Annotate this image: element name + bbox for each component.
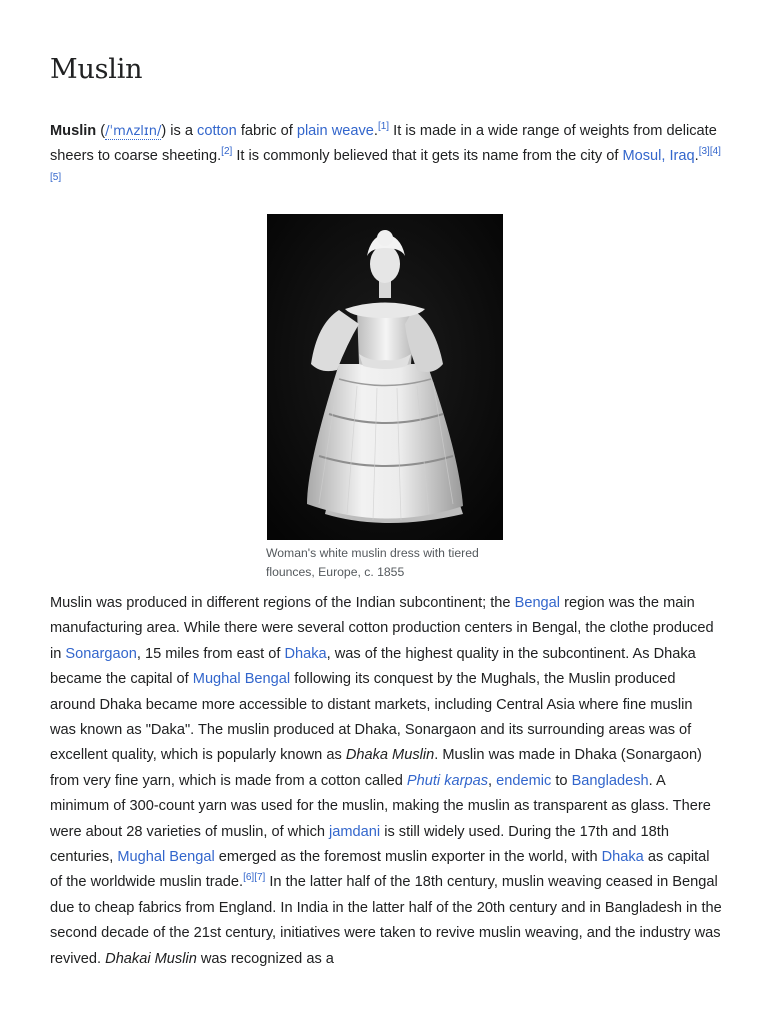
intro-paragraph: Muslin (/ˈmʌzlɪn/) is a cotton fabric of plain weave.[1] It is made in a wide range of weights from delicate sheers to coarse sheeting.[2] It is commonly believed that it gets its name from the city of Mosul, Iraq.[3][4][5] (50, 121, 721, 183)
citation-ref-6[interactable]: [6] (243, 872, 255, 884)
citation-ref-7[interactable]: [7] (254, 872, 266, 884)
link-endemic[interactable]: endemic (496, 772, 552, 789)
link-dhaka-2[interactable]: Dhaka (601, 849, 644, 866)
link-mughal-bengal-2[interactable]: Mughal Bengal (117, 849, 215, 866)
citation-ref-4[interactable]: [4] (709, 146, 721, 158)
link-cotton[interactable]: cotton (197, 123, 237, 139)
italic-dhaka-muslin: Dhaka Muslin (345, 747, 435, 764)
citation-ref-3[interactable]: [3] (698, 146, 710, 158)
link-plain-weave[interactable]: plain weave (296, 123, 374, 139)
citation-ref-1[interactable]: [1] (377, 121, 390, 133)
italic-dhakai-muslin: Dhakai Muslin (105, 950, 197, 967)
page-title: Muslin (50, 54, 143, 85)
figure-caption: Woman's white muslin dress with tiered flounces, Europe, c. 1855 (266, 546, 479, 579)
muslin-dress-image[interactable] (267, 214, 503, 540)
link-mughal-bengal[interactable]: Mughal Bengal (192, 671, 291, 688)
link-bengal[interactable]: Bengal (514, 595, 561, 611)
ipa-pronunciation-link[interactable]: /ˈmʌzlɪn/ (105, 124, 162, 139)
link-phuti-karpas[interactable]: Phuti karpas (406, 772, 489, 789)
citation-ref-5[interactable]: [5] (50, 171, 62, 183)
link-jamdani[interactable]: jamdani (329, 823, 381, 840)
link-mosul-iraq[interactable]: Mosul, Iraq (622, 148, 695, 165)
link-sonargaon[interactable]: Sonargaon (65, 645, 137, 662)
dress-illustration (267, 214, 503, 540)
link-dhaka[interactable]: Dhaka (284, 645, 327, 662)
link-bangladesh[interactable]: Bangladesh (571, 772, 649, 789)
body-paragraph: Muslin was produced in different regions of the Indian subcontinent; the Bengal region was the main manufacturing area. While there were several cotton production centers in Bengal, the clothe produced in Sonargaon, 15 miles from east of Dhaka, was of the highest quality in the subcontinent. As Dhaka became the capital of Mughal Bengal following its conquest by the Mughals, the Muslin produced around Dhaka became more accessible to distant markets, including Central Asia where fine muslin was known as "Daka". The muslin produced at Dhaka, Sonargaon and its surrounding areas was of excellent quality, which is popularly known as Dhaka Muslin. Muslin was made in Dhaka (Sonargaon) from very fine yarn, which is made from a cotton called Phuti karpas, endemic to Bangladesh. A minimum of 300-count yarn was used for the muslin, making the muslin as transparent as glass. There were about 28 varieties of muslin, of which jamdani is still widely used. During the 17th and 18th centuries, Mughal Bengal emerged as the foremost muslin exporter in the world, with Dhaka as capital of the worldwide muslin trade.[6][7] In the latter half of the 18th century, muslin weaving ceased in Bengal due to cheap fabrics from England. In India in the latter half of the 20th century and in Bangladesh in the second decade of the 21st century, initiatives were taken to revive muslin weaving, and the industry was revived. Dhakai Muslin was recognized as a (50, 595, 722, 967)
term-bold: Muslin (50, 123, 97, 139)
citation-ref-2[interactable]: [2] (221, 146, 233, 158)
